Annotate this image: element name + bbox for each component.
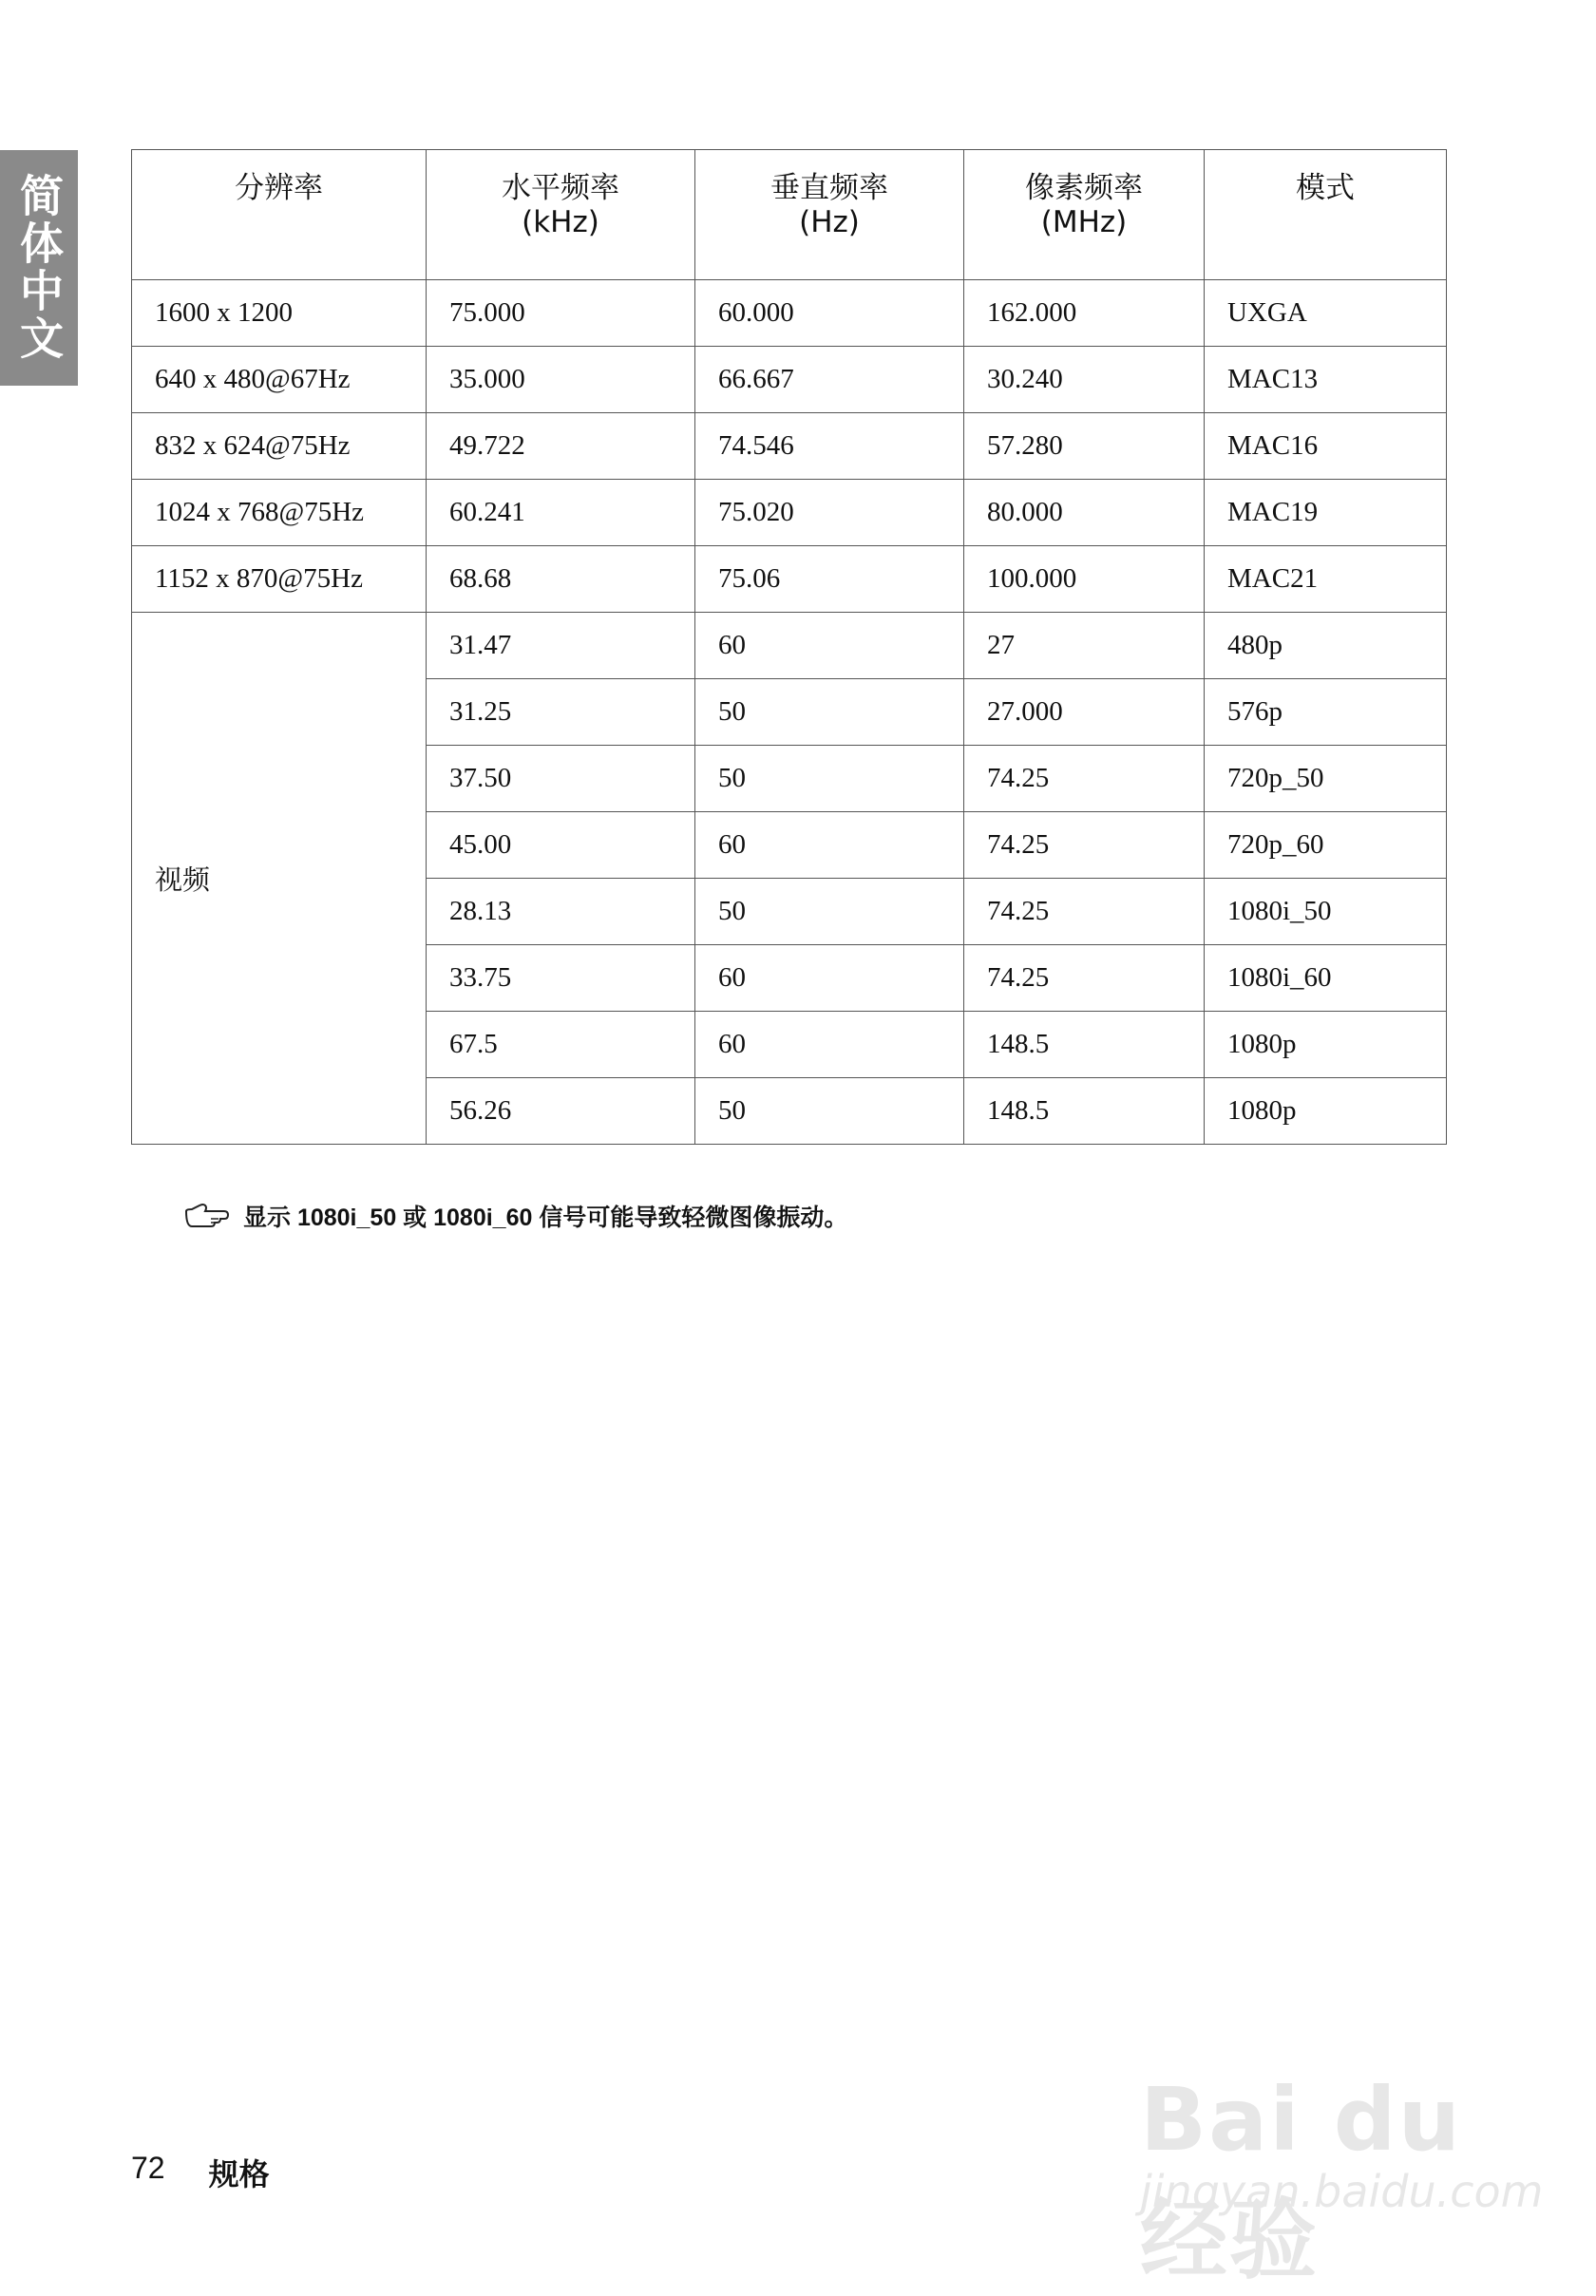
cell-vertical: 60	[695, 945, 964, 1012]
cell-mode: MAC19	[1205, 480, 1447, 546]
header-vertical-frequency: 垂直频率 (Hz)	[695, 150, 964, 280]
header-resolution: 分辨率	[132, 150, 427, 280]
side-tab-label: 简体中文	[13, 173, 65, 363]
cell-vertical: 50	[695, 746, 964, 812]
cell-resolution: 1600 x 1200	[132, 280, 427, 347]
cell-vertical: 74.546	[695, 413, 964, 480]
cell-horizontal: 28.13	[427, 879, 695, 945]
cell-mode: UXGA	[1205, 280, 1447, 347]
language-side-tab	[0, 150, 78, 386]
cell-pixel: 80.000	[964, 480, 1205, 546]
cell-vertical: 60	[695, 613, 964, 679]
cell-pixel: 57.280	[964, 413, 1205, 480]
cell-mode: 1080p	[1205, 1012, 1447, 1078]
cell-horizontal: 31.47	[427, 613, 695, 679]
cell-vertical: 50	[695, 1078, 964, 1145]
cell-horizontal: 60.241	[427, 480, 695, 546]
cell-pixel: 74.25	[964, 945, 1205, 1012]
cell-vertical: 75.06	[695, 546, 964, 613]
note-text: 显示 1080i_50 或 1080i_60 信号可能导致轻微图像振动。	[243, 1205, 848, 1231]
timing-spec-table	[131, 149, 1447, 1145]
cell-horizontal: 49.722	[427, 413, 695, 480]
table-row	[132, 347, 1447, 413]
cell-pixel: 162.000	[964, 280, 1205, 347]
cell-vertical: 60	[695, 1012, 964, 1078]
cell-resolution: 640 x 480@67Hz	[132, 347, 427, 413]
table-row	[132, 546, 1447, 613]
cell-mode: 720p_60	[1205, 812, 1447, 879]
pointing-hand-icon	[182, 1202, 232, 1230]
cell-horizontal: 31.25	[427, 679, 695, 746]
cell-mode: MAC13	[1205, 347, 1447, 413]
table-row	[132, 413, 1447, 480]
watermark-brand: Bai du 经验	[1140, 2069, 1463, 2291]
cell-mode: 576p	[1205, 679, 1447, 746]
cell-vertical: 66.667	[695, 347, 964, 413]
cell-horizontal: 75.000	[427, 280, 695, 347]
cell-horizontal: 67.5	[427, 1012, 695, 1078]
table-header-row	[132, 150, 1447, 280]
cell-pixel: 27	[964, 613, 1205, 679]
cell-mode: 1080i_50	[1205, 879, 1447, 945]
cell-vertical: 50	[695, 679, 964, 746]
table-row	[132, 280, 1447, 347]
header-horizontal-frequency: 水平频率 (kHz)	[427, 150, 695, 280]
header-pixel-frequency: 像素频率 (MHz)	[964, 150, 1205, 280]
cell-pixel: 74.25	[964, 812, 1205, 879]
page-number: 72	[131, 2151, 165, 2185]
table-row	[132, 480, 1447, 546]
cell-horizontal: 68.68	[427, 546, 695, 613]
cell-horizontal: 56.26	[427, 1078, 695, 1145]
cell-mode: MAC16	[1205, 413, 1447, 480]
cell-mode: 1080i_60	[1205, 945, 1447, 1012]
table-row	[132, 613, 1447, 679]
page-footer	[131, 2151, 270, 2194]
watermark	[1140, 2042, 1544, 2291]
cell-vertical: 50	[695, 879, 964, 945]
header-mode: 模式	[1205, 150, 1447, 280]
cell-resolution: 1152 x 870@75Hz	[132, 546, 427, 613]
cell-horizontal: 33.75	[427, 945, 695, 1012]
cell-horizontal: 45.00	[427, 812, 695, 879]
cell-mode: 1080p	[1205, 1078, 1447, 1145]
cell-vertical: 60	[695, 812, 964, 879]
cell-vertical: 75.020	[695, 480, 964, 546]
cell-pixel: 148.5	[964, 1012, 1205, 1078]
cell-video-label: 视频	[132, 613, 427, 1145]
cell-pixel: 30.240	[964, 347, 1205, 413]
cell-mode: 720p_50	[1205, 746, 1447, 812]
cell-pixel: 100.000	[964, 546, 1205, 613]
cell-horizontal: 37.50	[427, 746, 695, 812]
cell-mode: MAC21	[1205, 546, 1447, 613]
section-title: 规格	[208, 2156, 270, 2192]
cell-pixel: 74.25	[964, 879, 1205, 945]
cell-mode: 480p	[1205, 613, 1447, 679]
cell-resolution: 832 x 624@75Hz	[132, 413, 427, 480]
cell-pixel: 148.5	[964, 1078, 1205, 1145]
cell-pixel: 27.000	[964, 679, 1205, 746]
note	[182, 1199, 847, 1233]
cell-pixel: 74.25	[964, 746, 1205, 812]
cell-vertical: 60.000	[695, 280, 964, 347]
cell-horizontal: 35.000	[427, 347, 695, 413]
cell-resolution: 1024 x 768@75Hz	[132, 480, 427, 546]
watermark-url: jingyan.baidu.com	[1140, 2166, 1544, 2217]
